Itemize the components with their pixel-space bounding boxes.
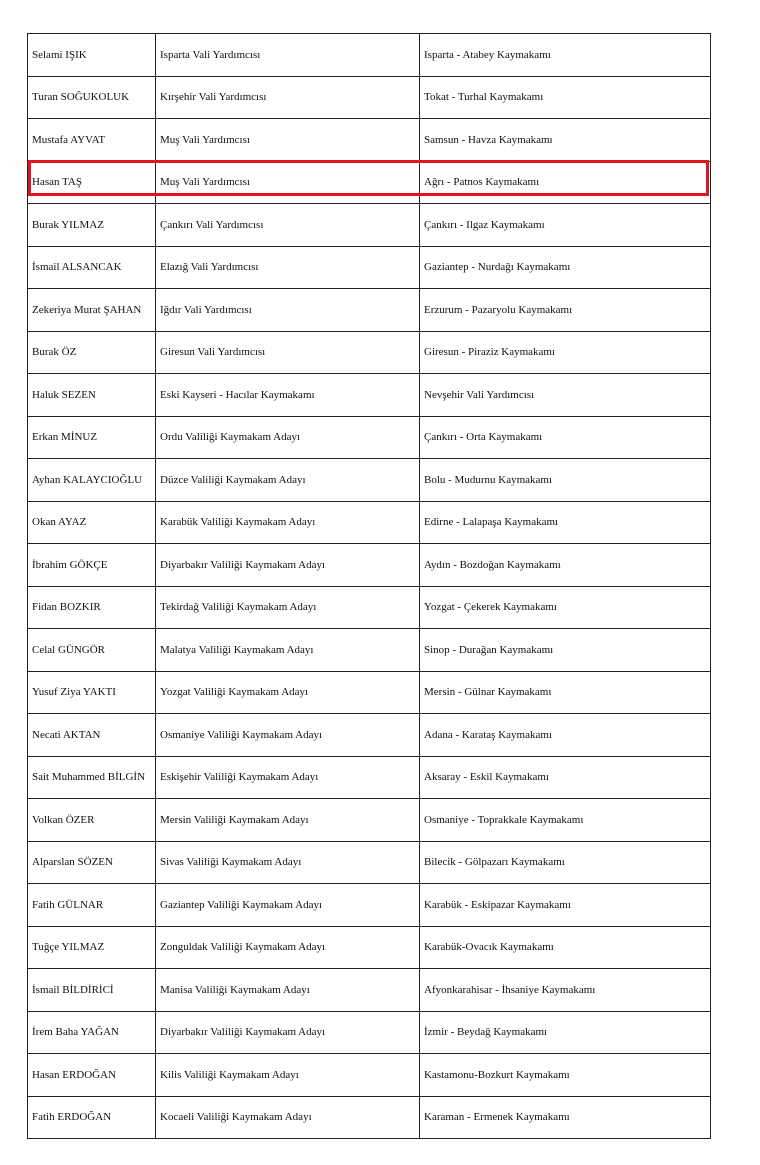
name-cell: Burak YILMAZ: [28, 204, 156, 247]
previous-post-cell: Muş Vali Yardımcısı: [156, 119, 420, 162]
name-cell: Alparslan SÖZEN: [28, 841, 156, 884]
previous-post-cell: Kocaeli Valiliği Kaymakam Adayı: [156, 1096, 420, 1139]
new-post-cell: Afyonkarahisar - İhsaniye Kaymakamı: [420, 969, 711, 1012]
table-row: [28, 629, 711, 672]
table-row: [28, 416, 711, 459]
name-cell: Ayhan KALAYCIOĞLU: [28, 459, 156, 502]
new-post-cell: Kastamonu-Bozkurt Kaymakamı: [420, 1054, 711, 1097]
table-row: [28, 161, 711, 204]
name-cell: Erkan MİNUZ: [28, 416, 156, 459]
table-row: [28, 544, 711, 587]
name-cell: Selami IŞIK: [28, 34, 156, 77]
previous-post-cell: Ordu Valiliği Kaymakam Adayı: [156, 416, 420, 459]
new-post-cell: Osmaniye - Toprakkale Kaymakamı: [420, 799, 711, 842]
new-post-cell: Tokat - Turhal Kaymakamı: [420, 76, 711, 119]
name-cell: Burak ÖZ: [28, 331, 156, 374]
previous-post-cell: Sivas Valiliği Kaymakam Adayı: [156, 841, 420, 884]
table-row: [28, 501, 711, 544]
name-cell: Fatih GÜLNAR: [28, 884, 156, 927]
name-cell: Celal GÜNGÖR: [28, 629, 156, 672]
previous-post-cell: Kilis Valiliği Kaymakam Adayı: [156, 1054, 420, 1097]
previous-post-cell: Malatya Valiliği Kaymakam Adayı: [156, 629, 420, 672]
new-post-cell: Yozgat - Çekerek Kaymakamı: [420, 586, 711, 629]
new-post-cell: Karabük - Eskipazar Kaymakamı: [420, 884, 711, 927]
new-post-cell: Erzurum - Pazaryolu Kaymakamı: [420, 289, 711, 332]
new-post-cell: Karaman - Ermenek Kaymakamı: [420, 1096, 711, 1139]
previous-post-cell: Eski Kayseri - Hacılar Kaymakamı: [156, 374, 420, 417]
previous-post-cell: Kırşehir Vali Yardımcısı: [156, 76, 420, 119]
previous-post-cell: Tekirdağ Valiliği Kaymakam Adayı: [156, 586, 420, 629]
table-row: [28, 119, 711, 162]
table-row: [28, 331, 711, 374]
previous-post-cell: Zonguldak Valiliği Kaymakam Adayı: [156, 926, 420, 969]
table-row: [28, 714, 711, 757]
previous-post-cell: Muş Vali Yardımcısı: [156, 161, 420, 204]
table-row: [28, 459, 711, 502]
previous-post-cell: Giresun Vali Yardımcısı: [156, 331, 420, 374]
new-post-cell: Çankırı - Orta Kaymakamı: [420, 416, 711, 459]
new-post-cell: Nevşehir Vali Yardımcısı: [420, 374, 711, 417]
table-row: [28, 1054, 711, 1097]
name-cell: Haluk SEZEN: [28, 374, 156, 417]
new-post-cell: Bilecik - Gölpazarı Kaymakamı: [420, 841, 711, 884]
previous-post-cell: Çankırı Vali Yardımcısı: [156, 204, 420, 247]
table-row: [28, 34, 711, 77]
table-body: [28, 34, 711, 1139]
name-cell: İsmail BİLDİRİCİ: [28, 969, 156, 1012]
table-row: [28, 1011, 711, 1054]
table-row: [28, 841, 711, 884]
previous-post-cell: Iğdır Vali Yardımcısı: [156, 289, 420, 332]
name-cell: Sait Muhammed BİLGİN: [28, 756, 156, 799]
new-post-cell: Bolu - Mudurnu Kaymakamı: [420, 459, 711, 502]
previous-post-cell: Osmaniye Valiliği Kaymakam Adayı: [156, 714, 420, 757]
new-post-cell: Edirne - Lalapaşa Kaymakamı: [420, 501, 711, 544]
name-cell: İsmail ALSANCAK: [28, 246, 156, 289]
new-post-cell: Samsun - Havza Kaymakamı: [420, 119, 711, 162]
table-row: [28, 1096, 711, 1139]
previous-post-cell: Diyarbakır Valiliği Kaymakam Adayı: [156, 1011, 420, 1054]
new-post-cell: Aksaray - Eskil Kaymakamı: [420, 756, 711, 799]
table-row: [28, 671, 711, 714]
name-cell: Zekeriya Murat ŞAHAN: [28, 289, 156, 332]
name-cell: Tuğçe YILMAZ: [28, 926, 156, 969]
name-cell: Yusuf Ziya YAKTI: [28, 671, 156, 714]
table-row: [28, 969, 711, 1012]
new-post-cell: Sinop - Durağan Kaymakamı: [420, 629, 711, 672]
previous-post-cell: Isparta Vali Yardımcısı: [156, 34, 420, 77]
table-row: [28, 799, 711, 842]
previous-post-cell: Mersin Valiliği Kaymakam Adayı: [156, 799, 420, 842]
name-cell: Necati AKTAN: [28, 714, 156, 757]
table-row: [28, 374, 711, 417]
new-post-cell: İzmir - Beydağ Kaymakamı: [420, 1011, 711, 1054]
name-cell: İbrahim GÖKÇE: [28, 544, 156, 587]
previous-post-cell: Manisa Valiliği Kaymakam Adayı: [156, 969, 420, 1012]
name-cell: Hasan TAŞ: [28, 161, 156, 204]
table-row: [28, 884, 711, 927]
previous-post-cell: Gaziantep Valiliği Kaymakam Adayı: [156, 884, 420, 927]
name-cell: Fatih ERDOĞAN: [28, 1096, 156, 1139]
new-post-cell: Mersin - Gülnar Kaymakamı: [420, 671, 711, 714]
new-post-cell: Aydın - Bozdoğan Kaymakamı: [420, 544, 711, 587]
previous-post-cell: Yozgat Valiliği Kaymakam Adayı: [156, 671, 420, 714]
name-cell: Hasan ERDOĞAN: [28, 1054, 156, 1097]
name-cell: Turan SOĞUKOLUK: [28, 76, 156, 119]
new-post-cell: Çankırı - Ilgaz Kaymakamı: [420, 204, 711, 247]
previous-post-cell: Eskişehir Valiliği Kaymakam Adayı: [156, 756, 420, 799]
previous-post-cell: Diyarbakır Valiliği Kaymakam Adayı: [156, 544, 420, 587]
new-post-cell: Giresun - Piraziz Kaymakamı: [420, 331, 711, 374]
new-post-cell: Isparta - Atabey Kaymakamı: [420, 34, 711, 77]
table-row: [28, 756, 711, 799]
name-cell: Fidan BOZKIR: [28, 586, 156, 629]
appointments-table: [27, 33, 711, 1139]
name-cell: Volkan ÖZER: [28, 799, 156, 842]
table-row: [28, 586, 711, 629]
table-row: [28, 76, 711, 119]
new-post-cell: Ağrı - Patnos Kaymakamı: [420, 161, 711, 204]
table-row: [28, 204, 711, 247]
name-cell: Mustafa AYVAT: [28, 119, 156, 162]
previous-post-cell: Karabük Valiliği Kaymakam Adayı: [156, 501, 420, 544]
table-row: [28, 289, 711, 332]
previous-post-cell: Elazığ Vali Yardımcısı: [156, 246, 420, 289]
table-row: [28, 926, 711, 969]
new-post-cell: Adana - Karataş Kaymakamı: [420, 714, 711, 757]
name-cell: İrem Baha YAĞAN: [28, 1011, 156, 1054]
name-cell: Okan AYAZ: [28, 501, 156, 544]
table-row: [28, 246, 711, 289]
new-post-cell: Gaziantep - Nurdağı Kaymakamı: [420, 246, 711, 289]
previous-post-cell: Düzce Valiliği Kaymakam Adayı: [156, 459, 420, 502]
new-post-cell: Karabük-Ovacık Kaymakamı: [420, 926, 711, 969]
